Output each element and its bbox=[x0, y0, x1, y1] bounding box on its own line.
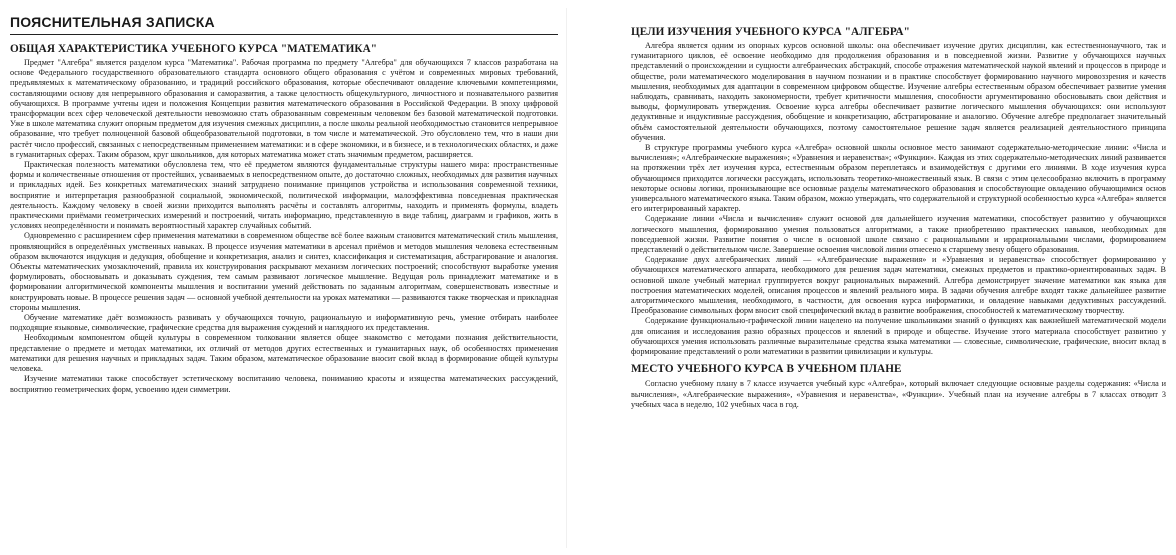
left-paragraph-6: Изучение математики также способствует эстетическому воспитанию человека, пониманию красоты и изящества математических рассуждений, восприятию геометрических форм, усвоению идеи симметрии. bbox=[10, 374, 558, 394]
left-paragraph-2: Практическая полезность математики обусловлена тем, что её предметом являются фундаментальные структуры нашего мира: пространственные формы и количественные отношения от простейших, усваиваемых в непосредственном опыте, до достаточно сложных, необходимых для развития научных и прикладных идей. Без конкретных математических знаний затруднено понимание принципов устройства и использования современной техники, восприятие и интерпретация разнообразной социальной, экономической, политической информации, малоэффективна повседневная практическая деятельность. Каждому человеку в своей жизни приходится выполнять расчёты и составлять алгоритмы, находить и применять формулы, владеть практическими приёмами геометрических измерений и построений, читать информацию, представленную в виде таблиц, диаграмм и графиков, жить в условиях неопределённости и понимать вероятностный характер случайных событий. bbox=[10, 160, 558, 231]
column-gutter bbox=[566, 8, 567, 548]
right-paragraph-1: Алгебра является одним из опорных курсов основной школы: она обеспечивает изучение других дисциплин, как естественнонаучного, так и гуманитарного циклов, её освоение необходимо для продолжения образования и в повседневной жизни. Развитие у обучающихся научных представлений о происхождении и сущности алгебраических абстракций, способе отражения математической наукой явлений и процессов в природе и обществе, роли математического моделирования в научном познании и в практике способствует формированию научного мировоззрения и качеств мышления, необходимых для адаптации в современном цифровом обществе. Изучение алгебры естественным образом обеспечивает развитие умения наблюдать, сравнивать, находить закономерности, требует критичности мышления, способности аргументированно обосновывать свои действия и выводы, формулировать утверждения. Освоение курса алгебры обеспечивает развитие логического мышления обучающихся: они используют дедуктивные и индуктивные рассуждения, обобщение и конкретизацию, абстрагирование и аналогию. Обучение алгебре предполагает значительный объём самостоятельной деятельности обучающихся, поэтому самостоятельное решение задач является реализацией деятельностного принципа обучения. bbox=[631, 41, 1166, 142]
title-underline bbox=[10, 34, 558, 35]
right-column bbox=[631, 0, 1166, 555]
section-heading-curriculum-place: МЕСТО УЧЕБНОГО КУРСА В УЧЕБНОМ ПЛАНЕ bbox=[631, 363, 902, 376]
left-paragraph-1: Предмет "Алгебра" является разделом курса "Математика". Рабочая программа по предмету "Алгебра" для обучающихся 7 классов разработана на основе Федерального государственного образовательного стандарта основного общего образования с учётом и современных мировых требований, предъявляемых к математическому образованию, и традиций российского образования, которые обеспечивают овладение ключевыми компетенциями, составляющими основу для непрерывного образования и саморазвития, а также целостность общекультурного, личностного и познавательного развития обучающихся. В программе учтены идеи и положения Концепции развития математического образования в Российской Федерации. В эпоху цифровой трансформации всех сфер человеческой деятельности невозможно стать образованным современным человеком без базовой математической подготовки. Уже в школе математика служит опорным предметом для изучения смежных дисциплин, а после школы реальной необходимостью становится непрерывное образование, что требует полноценной базовой общеобразовательной подготовки, в том числе и математической. Это обусловлено тем, что в наши дни растёт число профессий, связанных с непосредственным применением математики: и в сфере экономики, и в бизнесе, и в технологических областях, и даже в гуманитарных сферах. Таким образом, круг школьников, для которых математика может стать значимым предметом, расширяется. bbox=[10, 58, 558, 159]
left-column bbox=[10, 0, 558, 555]
section-heading-algebra-goals: ЦЕЛИ ИЗУЧЕНИЯ УЧЕБНОГО КУРСА "АЛГЕБРА" bbox=[631, 26, 910, 38]
right-paragraph-2: В структуре программы учебного курса «Алгебра» основной школы основное место занимают содержательно-методические линии: «Числа и вычисления»; «Алгебраические выражения»; «Уравнения и неравенства»; «Функции». Каждая из этих содержательно-методических линий развивается на протяжении трёх лет изучения курса, естественным образом переплетаясь и взаимодействуя с другими его линиями. В ходе изучения курса обучающимся приходится логически рассуждать, использовать теоретико-множественный язык. В связи с этим целесообразно включить в программу некоторые основы логики, пронизывающие все основные разделы математического образования и способствующие овладению обучающимися основ универсального математического языка. Таким образом, можно утверждать, что содержательной и структурной особенностью курса «Алгебра» является его интегрированный характер. bbox=[631, 143, 1166, 214]
right-paragraph-3: Содержание линии «Числа и вычисления» служит основой для дальнейшего изучения математики, способствует развитию у обучающихся логического мышления, формированию умения пользоваться алгоритмами, а также приобретению практических навыков, необходимых для повседневной жизни. Развитие понятия о числе в основной школе связано с рациональными и иррациональными числами, формированием представлений о действительном числе. Завершение освоения числовой линии отнесено к старшему звену общего образования. bbox=[631, 214, 1166, 255]
document-title: ПОЯСНИТЕЛЬНАЯ ЗАПИСКА bbox=[10, 14, 215, 30]
right-paragraph-6: Согласно учебному плану в 7 классе изучается учебный курс «Алгебра», который включает следующие основные разделы содержания: «Числа и вычисления», «Алгебраические выражения», «Уравнения и неравенства», «Функции». Учебный план на изучение алгебры в 7 классах отводит 3 учебных часа в неделю, 102 учебных часа в год. bbox=[631, 379, 1166, 409]
left-paragraph-4: Обучение математике даёт возможность развивать у обучающихся точную, рациональную и информативную речь, умение отбирать наиболее подходящие языковые, символические, графические средства для выражения суждений и наглядного их представления. bbox=[10, 313, 558, 333]
right-paragraph-5: Содержание функционально-графической линии нацелено на получение школьниками знаний о функциях как важнейшей математической модели для описания и исследования разно образных процессов и явлений в природе и обществе. Изучение этого материала способствует развитию у обучающихся умения использовать различные выразительные средства языка математики — словесные, символические, графические, вносит вклад в формирование представлений о роли математики в развитии цивилизации и культуры. bbox=[631, 316, 1166, 357]
section-heading-course-overview: ОБЩАЯ ХАРАКТЕРИСТИКА УЧЕБНОГО КУРСА "МАТЕМАТИКА" bbox=[10, 43, 378, 55]
right-paragraph-4: Содержание двух алгебраических линий — «Алгебраические выражения» и «Уравнения и неравенства» способствует формированию у обучающихся математического аппарата, необходимого для решения задач математики, смежных предметов и практико-ориентированных задач. В основной школе учебный материал группируется вокруг рациональных выражений. Алгебра демонстрирует значение математики как языка для построения математических моделей, описания процессов и явлений реального мира. В задачи обучения алгебре входят также дальнейшее развитие алгоритмического мышления, необходимого, в частности, для освоения курса информатики, и овладение навыками дедуктивных рассуждений. Преобразование символьных форм вносит свой специфический вклад в развитие воображения, способностей к математическому творчеству. bbox=[631, 255, 1166, 316]
left-paragraph-5: Необходимым компонентом общей культуры в современном толковании является общее знакомство с методами познания действительности, представление о предмете и методах математики, их отличий от методов других естественных и гуманитарных наук, об особенностях применения математики для решения научных и прикладных задач. Таким образом, математическое образование вносит свой вклад в формирование общей культуры человека. bbox=[10, 333, 558, 374]
left-paragraph-3: Одновременно с расширением сфер применения математики в современном обществе всё более важным становится математический стиль мышления, проявляющийся в определённых умственных навыках. В процессе изучения математики в арсенал приёмов и методов мышления человека естественным образом включаются индукция и дедукция, обобщение и конкретизация, анализ и синтез, классификация и систематизация, абстрагирование и аналогия. Объекты математических умозаключений, правила их конструирования раскрывают механизм логических построений; способствуют выработке умения формулировать, обосновывать и доказывать суждения, тем самым развивают логическое мышление. Ведущая роль принадлежит математике и в формировании алгоритмической компоненты мышления и воспитании умений действовать по заданным алгоритмам, совершенствовать известные и конструировать новые. В процессе решения задач — основной учебной деятельности на уроках математики — развиваются также творческая и прикладная стороны мышления. bbox=[10, 231, 558, 312]
